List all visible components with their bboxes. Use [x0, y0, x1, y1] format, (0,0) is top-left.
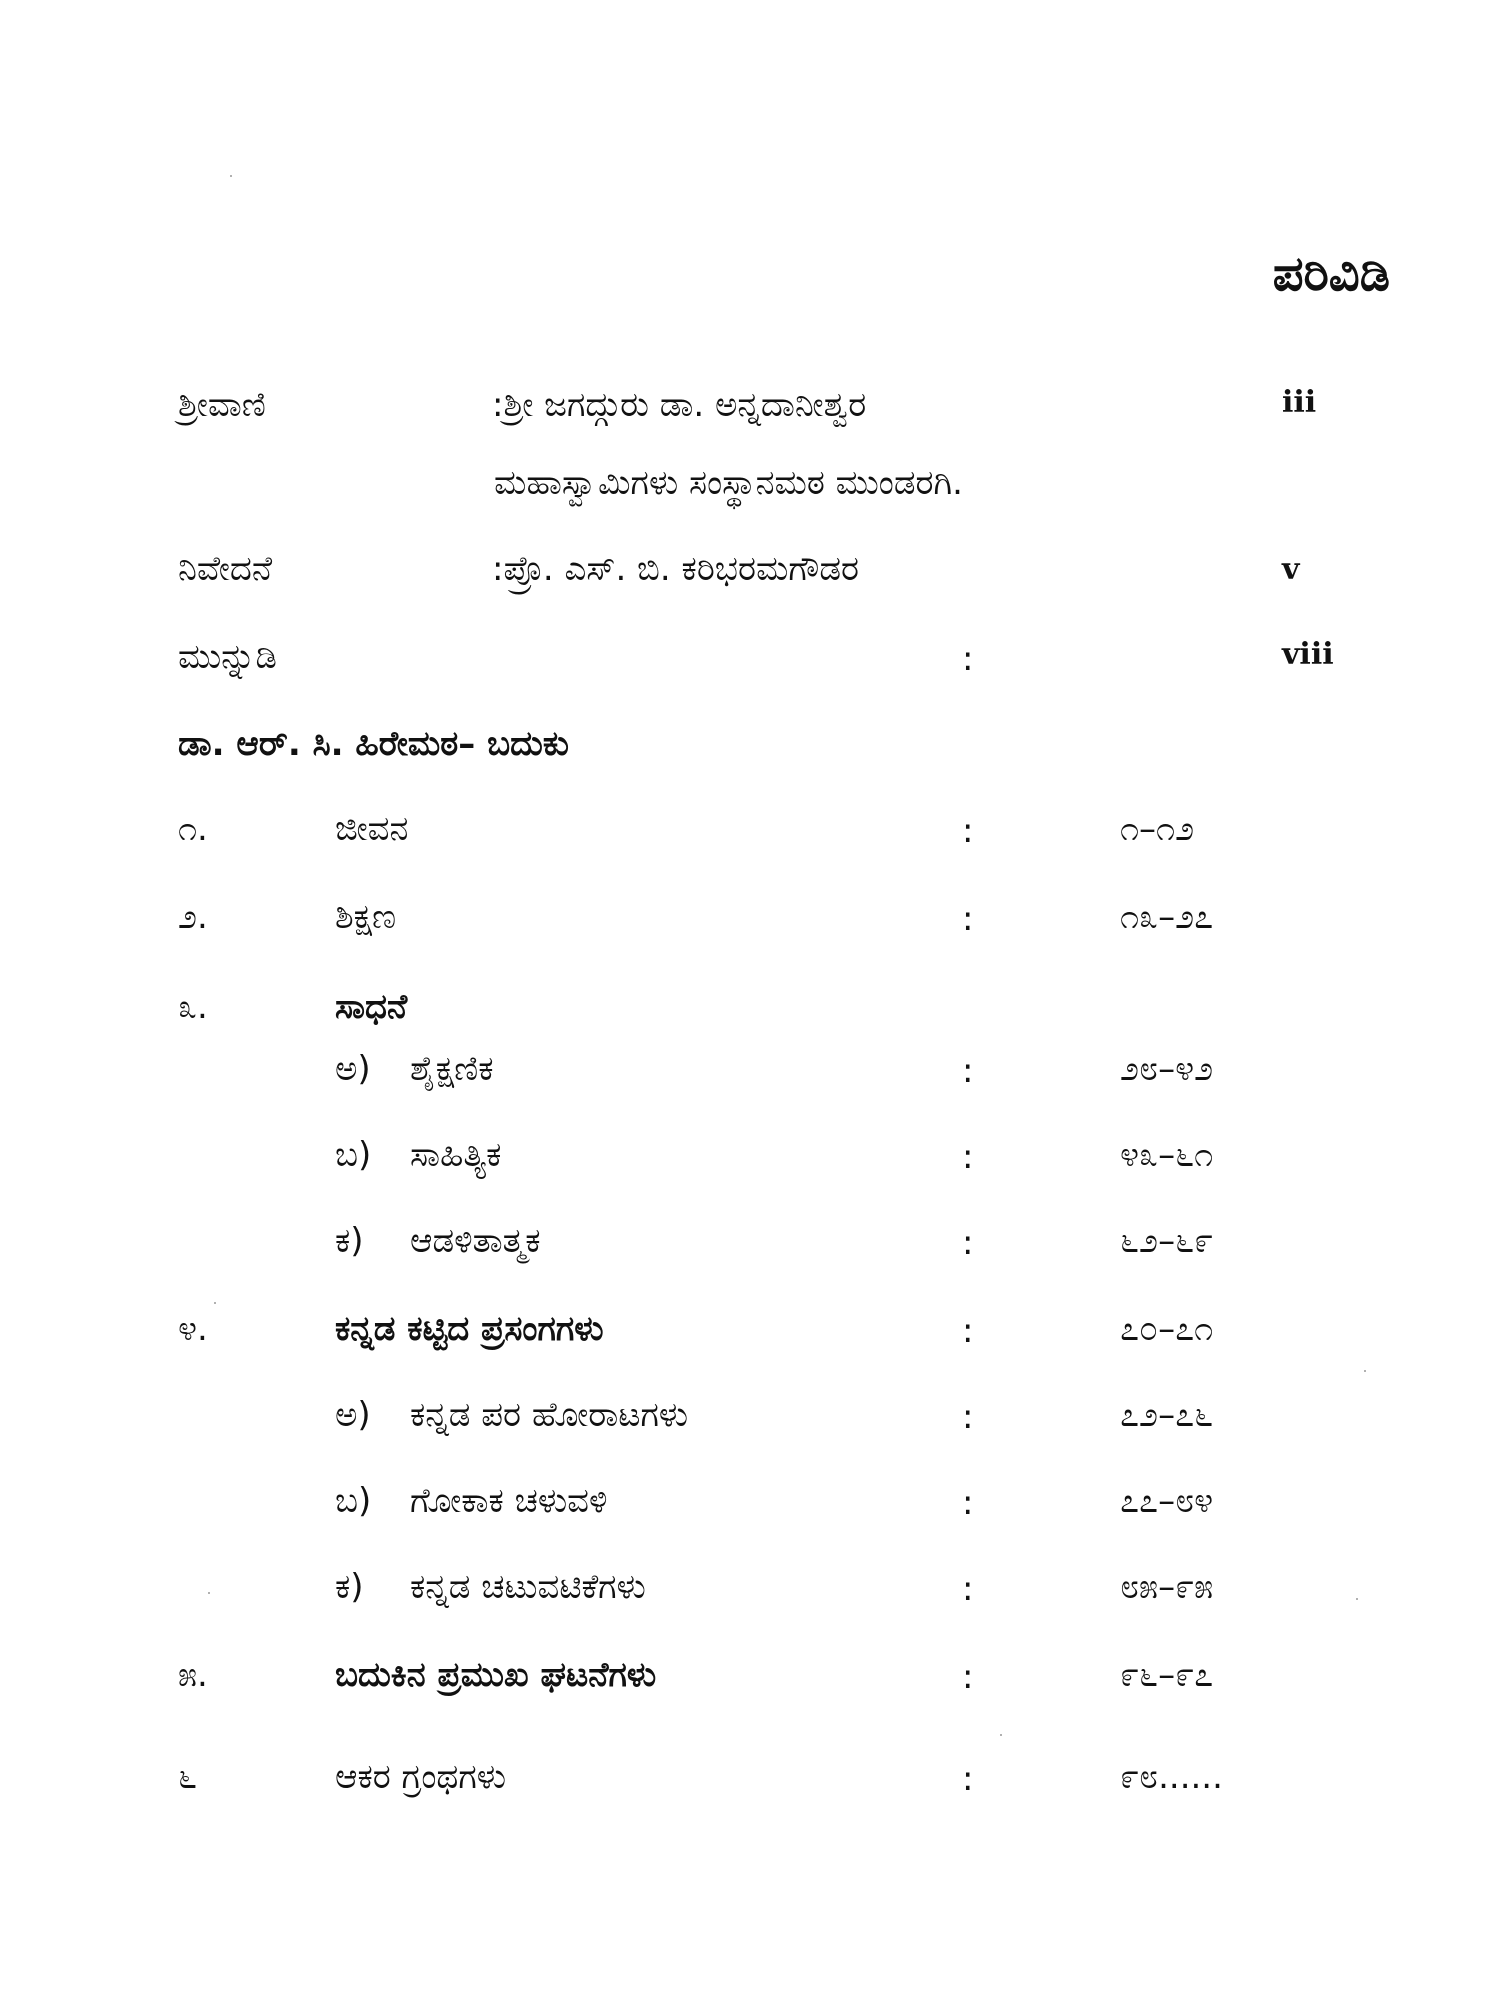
toc-subentry-pages: ೪೩–೬೧: [1120, 1135, 1214, 1175]
toc-entry-colon: :: [962, 1657, 974, 1697]
toc-entry-number: ೪.: [178, 1309, 208, 1349]
scan-speck: [1364, 1370, 1366, 1372]
toc-entry-title: ಆಕರ ಗ್ರಂಥಗಳು: [335, 1757, 507, 1797]
toc-subentry-title: ಸಾಹಿತ್ಯಿಕ: [410, 1135, 502, 1175]
toc-subentry-pages: ೨೮–೪೨: [1120, 1049, 1214, 1089]
toc-subentry-colon: :: [962, 1137, 974, 1177]
toc-entry-number: ೫.: [178, 1655, 208, 1695]
toc-subentry-colon: :: [962, 1483, 974, 1523]
front-colon-munnudi: :: [962, 639, 974, 679]
front-detail-nivedane: :ಪ್ರೊ. ಎಸ್. ಬಿ. ಕರಿಭರಮಗೌಡರ: [492, 549, 860, 589]
toc-entry-pages: ೯೮......: [1120, 1757, 1223, 1797]
scan-speck: [230, 175, 232, 177]
toc-entry-title: ಜೀವನ: [335, 809, 409, 849]
page-title: ಪರಿವಿಡಿ: [1272, 246, 1390, 302]
toc-subentry-pages: ೭೭–೮೪: [1120, 1481, 1214, 1521]
toc-subentry-title: ಶೈಕ್ಷಣಿಕ: [410, 1049, 494, 1089]
toc-subentry-marker: ಕ): [335, 1221, 364, 1261]
scan-speck: [1000, 1734, 1002, 1736]
toc-subentry-colon: :: [962, 1397, 974, 1437]
scan-speck: [1356, 1598, 1358, 1600]
toc-entry-title: ಸಾಧನೆ: [335, 987, 408, 1027]
toc-entry-title: ಬದುಕಿನ ಪ್ರಮುಖ ಘಟನೆಗಳು: [335, 1655, 657, 1695]
toc-entry-number: ೩.: [178, 987, 208, 1027]
front-detail-shrivani-line1: :ಶ್ರೀ ಜಗದ್ಗುರು ಡಾ. ಅನ್ನದಾನೀಶ್ವರ: [492, 385, 867, 425]
toc-entry-colon: :: [962, 1311, 974, 1351]
toc-subentry-title: ಗೋಕಾಕ ಚಳುವಳಿ: [410, 1481, 608, 1521]
toc-subentry-marker: ಬ): [335, 1135, 372, 1175]
section-heading: ಡಾ. ಆರ್. ಸಿ. ಹಿರೇಮಠ– ಬದುಕು: [178, 724, 569, 764]
toc-entry-number: ೨.: [178, 897, 208, 937]
toc-entry-title: ಕನ್ನಡ ಕಟ್ಟಿದ ಪ್ರಸಂಗಗಳು: [335, 1309, 604, 1349]
toc-subentry-pages: ೬೨–೬೯: [1120, 1221, 1214, 1261]
front-label-munnudi: ಮುನ್ನುಡಿ: [178, 637, 277, 677]
toc-entry-colon: :: [962, 899, 974, 939]
front-page-nivedane: v: [1282, 552, 1300, 587]
toc-subentry-marker: ಅ): [335, 1049, 371, 1089]
front-label-nivedane: ನಿವೇದನೆ: [178, 549, 273, 589]
toc-entry-pages: ೧೩–೨೭: [1120, 897, 1214, 937]
toc-subentry-pages: ೮೫–೯೫: [1120, 1567, 1214, 1607]
scan-speck: [208, 1592, 210, 1594]
toc-entry-pages: ೧–೧೨: [1120, 809, 1195, 849]
front-label-shrivani: ಶ್ರೀವಾಣಿ: [178, 385, 266, 425]
front-page-shrivani: iii: [1282, 385, 1317, 420]
toc-subentry-marker: ಅ): [335, 1395, 371, 1435]
toc-entry-pages: ೭೦–೭೧: [1120, 1309, 1214, 1349]
toc-entry-number: ೧.: [178, 809, 208, 849]
toc-subentry-title: ಕನ್ನಡ ಪರ ಹೋರಾಟಗಳು: [410, 1395, 689, 1435]
front-detail-shrivani-line2: ಮಹಾಸ್ವಾಮಿಗಳು ಸಂಸ್ಥಾನಮಠ ಮುಂಡರಗಿ.: [494, 463, 963, 503]
toc-subentry-title: ಆಡಳಿತಾತ್ಮಕ: [410, 1221, 541, 1261]
toc-subentry-colon: :: [962, 1223, 974, 1263]
toc-subentry-colon: :: [962, 1051, 974, 1091]
toc-entry-colon: :: [962, 1759, 974, 1799]
front-page-munnudi: viii: [1282, 637, 1334, 672]
toc-entry-colon: :: [962, 811, 974, 851]
toc-subentry-pages: ೭೨–೭೬: [1120, 1395, 1214, 1435]
toc-subentry-marker: ಬ): [335, 1481, 372, 1521]
toc-entry-number: ೬: [178, 1757, 198, 1797]
scan-speck: [214, 1302, 216, 1304]
toc-subentry-colon: :: [962, 1569, 974, 1609]
toc-subentry-title: ಕನ್ನಡ ಚಟುವಟಿಕೆಗಳು: [410, 1567, 646, 1607]
toc-entry-pages: ೯೬–೯೭: [1120, 1655, 1214, 1695]
toc-subentry-marker: ಕ): [335, 1567, 364, 1607]
toc-entry-title: ಶಿಕ್ಷಣ: [335, 897, 397, 937]
